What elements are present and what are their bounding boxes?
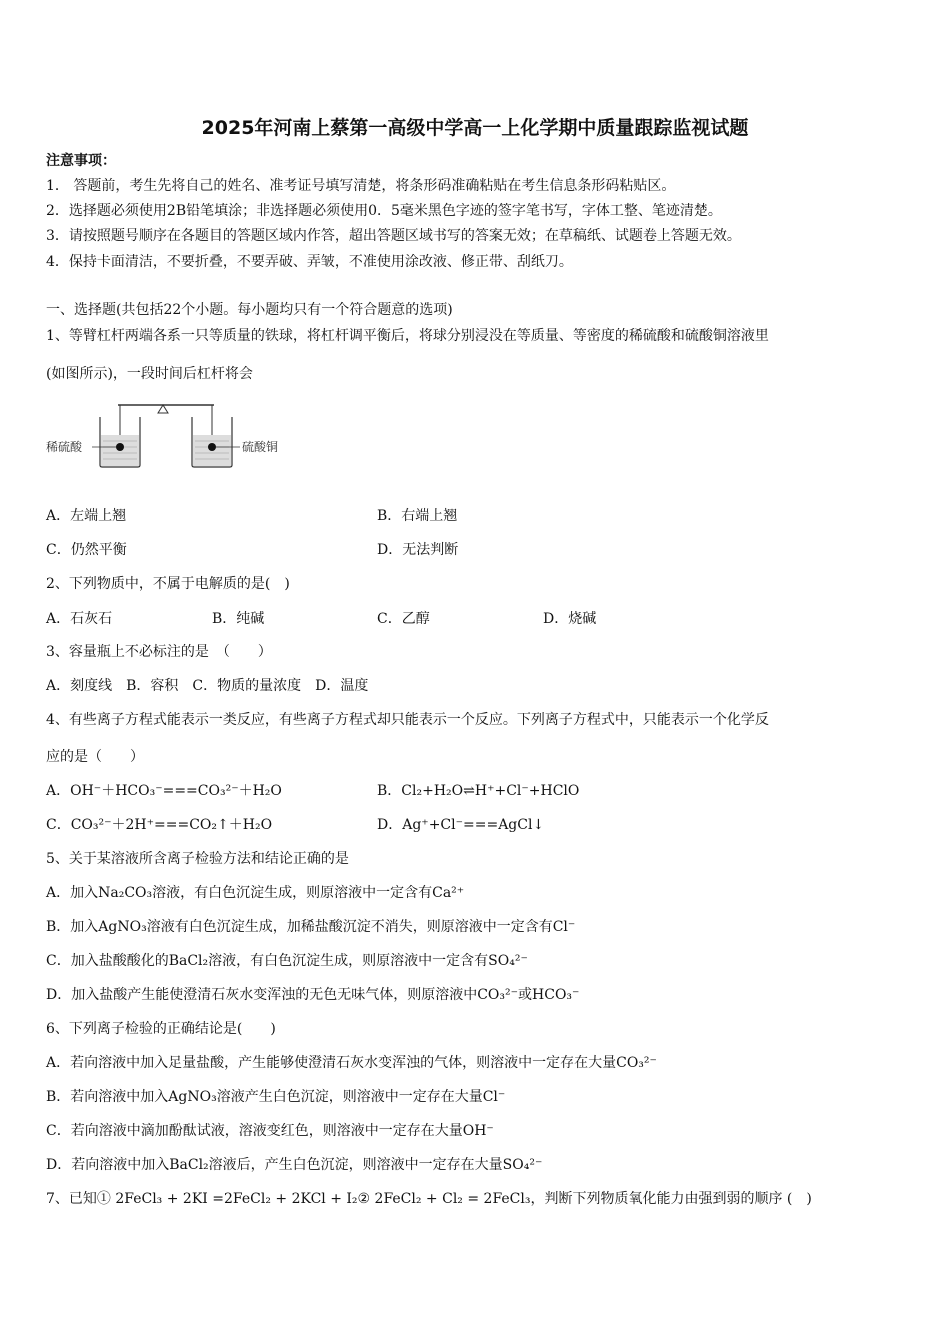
figure-label-left: 稀硫酸 (46, 440, 83, 454)
q2-option-b: B．纯碱 (212, 611, 265, 627)
q3-stem: 3、容量瓶上不必标注的是 （ ） (46, 644, 272, 660)
q4-option-a (46, 781, 282, 801)
q5-option-c: C．加入盐酸酸化的BaCl₂溶液，有白色沉淀生成，则原溶液中一定含有SO₄²⁻ (46, 953, 528, 969)
q4-option-b-label: B． (377, 783, 402, 799)
q5-option-a: A．加入Na₂CO₃溶液，有白色沉淀生成，则原溶液中一定含有Ca²⁺ (46, 885, 465, 901)
notice-item-2: 2．选择题必须使用2B铅笔填涂；非选择题必须使用0．5毫米黑色字迹的签字笔书写，字体工整、笔迹清楚。 (46, 203, 722, 219)
q4-option-b-text: Cl₂+H₂O⇌H⁺+Cl⁻+HClO (401, 783, 580, 799)
notice-item-4: 4．保持卡面清洁，不要折叠，不要弄破、弄皱，不准使用涂改液、修正带、刮纸刀。 (46, 254, 573, 270)
q4-option-a-label: A． (46, 783, 71, 799)
q4-option-c-label: C． (46, 817, 71, 833)
q4-option-b (377, 781, 579, 801)
q4-stem-line2: 应的是（ ） (46, 749, 144, 765)
q1-option-a: A．左端上翘 (46, 508, 127, 524)
q5-stem: 5、关于某溶液所含离子检验方法和结论正确的是 (46, 851, 349, 867)
q1-option-c: C．仍然平衡 (46, 542, 127, 558)
notice-item-1: 1． 答题前，考生先将自己的姓名、准考证号填写清楚，将条形码准确粘贴在考生信息条形码粘贴区。 (46, 178, 676, 194)
notice-item-3: 3．请按照题号顺序在各题目的答题区域内作答，超出答题区域书写的答案无效；在草稿纸、试题卷上答题无效。 (46, 228, 741, 244)
q2-option-c: C．乙醇 (377, 611, 430, 627)
q4-option-c (46, 815, 272, 835)
q4-option-d-text: Ag⁺+Cl⁻===AgCl↓ (402, 817, 545, 833)
q2-option-d: D．烧碱 (543, 611, 597, 627)
section-heading: 一、选择题(共包括22个小题。每小题均只有一个符合题意的选项) (46, 302, 453, 318)
q6-option-d: D．若向溶液中加入BaCl₂溶液后，产生白色沉淀，则溶液中一定存在大量SO₄²⁻ (46, 1157, 543, 1173)
q7-stem: 7、已知① 2FeCl₃ + 2KI =2FeCl₂ + 2KCl + I₂② 2FeCl₂ + Cl₂ = 2FeCl₃，判断下列物质氧化能力由强到弱的顺序 ( ) (46, 1191, 812, 1207)
q4-option-d (377, 815, 544, 835)
q4-option-a-text: OH⁻＋HCO₃⁻===CO₃²⁻＋H₂O (70, 783, 282, 799)
page-title: 2025年河南上蔡第一高级中学高一上化学期中质量跟踪监视试题 (201, 117, 749, 139)
notice-heading: 注意事项： (46, 153, 116, 169)
q6-option-b: B．若向溶液中加入AgNO₃溶液产生白色沉淀，则溶液中一定存在大量Cl⁻ (46, 1089, 506, 1105)
q3-options: A．刻度线 B．容积 C．物质的量浓度 D．温度 (46, 678, 369, 694)
q6-option-c: C．若向溶液中滴加酚酞试液，溶液变红色，则溶液中一定存在大量OH⁻ (46, 1123, 494, 1139)
q4-stem-line1: 4、有些离子方程式能表示一类反应，有些离子方程式却只能表示一个反应。下列离子方程式中，只能表示一个化学反 (46, 712, 769, 728)
q2-stem: 2、下列物质中，不属于电解质的是( ) (46, 576, 290, 592)
q6-stem: 6、下列离子检验的正确结论是( ) (46, 1021, 276, 1037)
q4-option-d-label: D． (377, 817, 403, 833)
q5-option-b: B．加入AgNO₃溶液有白色沉淀生成，加稀盐酸沉淀不消失，则原溶液中一定含有Cl⁻ (46, 919, 576, 935)
q1-stem-line2: (如图所示)，一段时间后杠杆将会 (46, 366, 253, 382)
lever-beaker-figure (46, 395, 296, 475)
q1-option-b: B．右端上翘 (377, 508, 458, 524)
q2-option-a: A．石灰石 (46, 611, 113, 627)
q6-option-a: A．若向溶液中加入足量盐酸，产生能够使澄清石灰水变浑浊的气体，则溶液中一定存在大量CO₃²⁻ (46, 1055, 657, 1071)
q5-option-d: D．加入盐酸产生能使澄清石灰水变浑浊的无色无味气体，则原溶液中CO₃²⁻或HCO₃⁻ (46, 987, 580, 1003)
q4-option-c-text: CO₃²⁻＋2H⁺===CO₂↑＋H₂O (70, 817, 273, 833)
figure-label-right: 硫酸铜 (242, 440, 279, 454)
q1-option-d: D．无法判断 (377, 542, 459, 558)
q1-stem-line1: 1、等臂杠杆两端各系一只等质量的铁球，将杠杆调平衡后，将球分别浸没在等质量、等密度的稀硫酸和硫酸铜溶液里 (46, 328, 769, 344)
